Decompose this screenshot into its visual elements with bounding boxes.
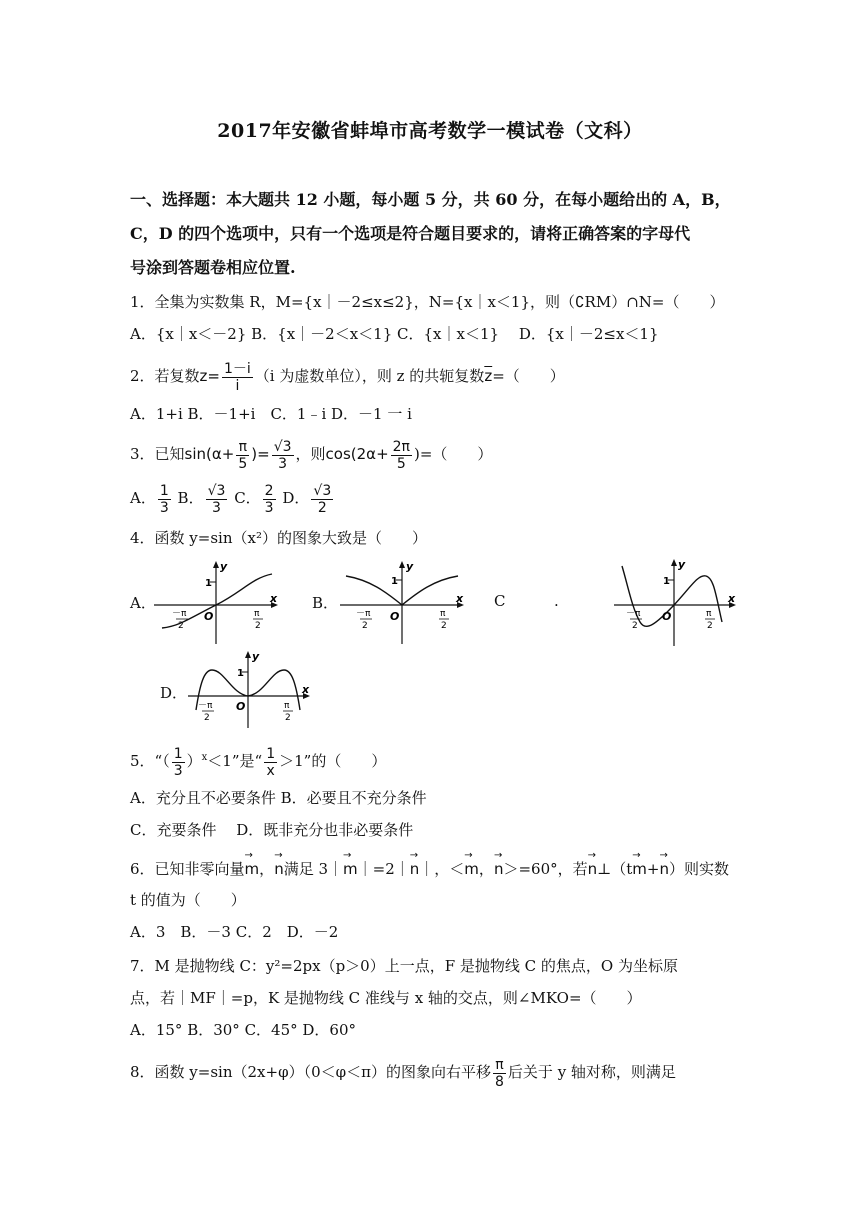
q6-perp: ⊥（t: [597, 860, 633, 878]
q2-z-eq: z=: [199, 367, 220, 385]
q6-vec-n-3: → n: [494, 852, 504, 882]
q4-d-two-1: 2: [204, 713, 210, 723]
q6-vec-m-4: → m: [632, 852, 647, 882]
q5-frac-1-3: [172, 746, 185, 779]
q3-post: )=（ ）: [413, 445, 493, 463]
q5-one: 1: [173, 745, 183, 762]
q2-numerator: 1－i: [224, 360, 251, 377]
q4-c-x: x: [728, 592, 736, 605]
q6-prefix: 6．已知非零向量: [130, 860, 245, 878]
q5-post: ＞1”的（ ）: [279, 752, 387, 770]
q4-d-pi: π: [284, 701, 290, 711]
q4-c-one: 1: [663, 576, 670, 587]
q3-frac-2pi5: [391, 439, 412, 472]
q2-denominator: i: [235, 377, 240, 394]
q1-options: A．{x｜x＜－2} B．{x｜－2＜x＜1} C．{x｜x＜1} D．{x｜－2≤x＜1}: [130, 325, 659, 343]
q3-two-pi: 2π: [392, 438, 410, 455]
q2-options: A．1+i B．－1+i C．1﹣i D．－1 一 i: [130, 405, 412, 423]
q4-a-x: x: [270, 592, 278, 605]
q7-line-1: 7．M 是抛物线 C：y²=2px（p＞0）上一点，F 是抛物线 C 的焦点，O 为坐标原: [130, 957, 678, 975]
q2-stem: [130, 356, 565, 396]
q4-d-two-2: 2: [285, 713, 291, 723]
q4-label-d: D．: [160, 684, 188, 702]
q4-b-x: x: [456, 592, 464, 605]
q4-a-two-2: 2: [255, 621, 261, 631]
q4-d-origin: O: [236, 700, 246, 713]
q3-close-eq: )=: [251, 445, 270, 463]
q4-label-c: C: [494, 592, 506, 610]
q2-post: =（ ）: [492, 367, 565, 385]
q4-label-c-dot: .: [554, 592, 559, 610]
q6-plus: +: [646, 860, 660, 878]
q3-mid: ，则: [295, 445, 326, 463]
q4-b-two-2: 2: [441, 621, 447, 631]
q3-c-frac: [263, 483, 276, 516]
q5-open: 5．“（: [130, 752, 170, 770]
section-intro-line-3: 号涂到答题卷相应位置.: [130, 258, 296, 277]
q7-options: A．15° B．30° C．45° D．60°: [130, 1021, 357, 1039]
q2-fraction: [222, 361, 253, 394]
q3-prefix: 3．已知: [130, 445, 185, 463]
q4-c-pi: π: [706, 609, 712, 619]
q4-a-neg-pi: －π: [172, 609, 187, 619]
q3-a-num: 1: [159, 482, 169, 499]
q3-sqrt3: √3: [273, 438, 292, 455]
q1-stem: 1．全集为实数集 R，M={x｜－2≤x≤2}，N={x｜x＜1}，则（∁RM）∩N=（ ）: [130, 293, 725, 311]
q6-vec-m-2: → m: [343, 852, 358, 882]
q6-vec-m-3: → m: [464, 852, 479, 882]
q4-b-pi: π: [440, 609, 446, 619]
q3-option-b: B．: [177, 489, 204, 507]
q3-option-d: D．: [282, 489, 310, 507]
q6-vec-n-4: → n: [588, 852, 598, 882]
q8-frac-pi8: [493, 1057, 506, 1090]
q4-b-two-1: 2: [362, 621, 368, 631]
q3-options: [130, 478, 335, 518]
q4-label-b: B．: [312, 594, 339, 612]
q4-a-one: 1: [205, 578, 212, 589]
q4-a-y: y: [220, 560, 228, 573]
q8-stem: [130, 1052, 676, 1092]
q6-comma-2: ，: [478, 860, 494, 878]
q4-graph-c: [610, 556, 738, 648]
q3-five: 5: [238, 455, 248, 472]
q5-mid: ＜1”是“: [207, 752, 263, 770]
q6-vec-n-2: → n: [410, 852, 420, 882]
q3-sin: sin(α+: [184, 445, 235, 463]
q6-vec-m: → m: [245, 852, 260, 882]
q4-a-pi: π: [254, 609, 260, 619]
q4-d-x: x: [302, 683, 310, 696]
page-title: 2017年安徽省蚌埠市高考数学一模试卷（文科）: [217, 120, 643, 142]
q4-d-one: 1: [237, 668, 244, 679]
q6-line-2: t 的值为（ ）: [130, 891, 246, 909]
q6-cond-1: 满足 3｜: [283, 860, 344, 878]
q4-c-two-2: 2: [707, 621, 713, 631]
q5-exponent: x: [201, 752, 208, 763]
q3-frac-pi5: [236, 439, 249, 472]
q3-option-a: A．: [130, 489, 156, 507]
q3-c-den: 3: [264, 499, 274, 516]
q4-graph-b: [336, 558, 466, 646]
q6-cond-4: ＞=60°，若: [503, 860, 588, 878]
q5-x: x: [266, 762, 275, 779]
q4-b-one: 1: [391, 576, 398, 587]
q4-d-y: y: [252, 650, 260, 663]
q3-d-num: √3: [313, 482, 332, 499]
q3-b-num: √3: [207, 482, 226, 499]
q3-c-num: 2: [264, 482, 274, 499]
q3-d-den: 2: [317, 499, 327, 516]
q4-c-two-1: 2: [632, 621, 638, 631]
q5-options-ab: A．充分且不必要条件 B．必要且不充分条件: [130, 789, 427, 807]
q4-c-neg-pi: －π: [626, 609, 641, 619]
q4-graph-d: [184, 648, 312, 730]
q5-one-2: 1: [266, 745, 276, 762]
q6-stem: [130, 852, 729, 878]
q4-d-neg-pi: －π: [198, 701, 213, 711]
section-intro-line-2: C，D 的四个选项中，只有一个选项是符合题目要求的，请将正确答案的字母代: [130, 224, 691, 243]
q4-stem: 4．函数 y=sin（x²）的图象大致是（ ）: [130, 529, 427, 547]
q4-c-origin: O: [662, 610, 672, 623]
q4-label-a: A．: [130, 594, 156, 612]
q6-cond-2: ｜=2｜: [357, 860, 410, 878]
q6-options: A．3 B．－3 C．2 D．－2: [130, 923, 339, 941]
q6-post: ）则实数: [668, 860, 729, 878]
q3-d-frac: [311, 483, 333, 516]
q3-cos: cos(2α+: [325, 445, 389, 463]
q8-prefix: 8．函数 y=sin（2x+φ）（0＜φ＜π）的图象向右平移: [130, 1063, 491, 1081]
section-intro-line-1: 一、选择题：本大题共 12 小题，每小题 5 分，共 60 分，在每小题给出的 A，B，: [130, 190, 731, 209]
q4-b-y: y: [406, 560, 414, 573]
q6-comma: ，: [259, 860, 275, 878]
q5-frac-1-x: [264, 746, 277, 779]
q5-three: 3: [173, 762, 183, 779]
q3-pi: π: [236, 439, 249, 456]
q4-a-two-1: 2: [178, 621, 184, 631]
q3-a-frac: [158, 483, 171, 516]
q3-five-2: 5: [396, 455, 406, 472]
q2-zbar: $\overline{z}$: [484, 367, 493, 385]
q3-option-c: C．: [234, 489, 261, 507]
q4-c-y: y: [678, 558, 686, 571]
q3-three: 3: [278, 455, 288, 472]
q3-stem: [130, 434, 492, 474]
q4-graph-a: [150, 558, 280, 646]
q8-eight: 8: [495, 1073, 504, 1090]
q6-cond-3: ｜，＜: [419, 860, 465, 878]
q3-b-frac: [206, 483, 228, 516]
q5-options-cd: C．充要条件 D．既非充分也非必要条件: [130, 821, 414, 839]
q3-a-den: 3: [159, 499, 169, 516]
q8-pi: π: [493, 1057, 506, 1074]
q2-mid: （i 为虚数单位），则 z 的共轭复数: [254, 367, 485, 385]
q4-a-origin: O: [204, 610, 214, 623]
q4-b-neg-pi: －π: [356, 609, 371, 619]
q7-line-2: 点，若｜MF｜=p，K 是抛物线 C 准线与 x 轴的交点，则∠MKO=（ ）: [130, 989, 642, 1007]
q6-vec-n-5: → n: [659, 852, 669, 882]
q3-frac-sqrt3: [272, 439, 294, 472]
q3-b-den: 3: [212, 499, 221, 516]
q8-post: 后关于 y 轴对称，则满足: [507, 1063, 676, 1081]
q5-stem: [130, 738, 386, 778]
q2-prefix: 2．若复数: [130, 367, 200, 385]
q6-vec-n: → n: [274, 852, 284, 882]
q4-b-origin: O: [390, 610, 400, 623]
q5-paren: ）: [186, 752, 202, 770]
